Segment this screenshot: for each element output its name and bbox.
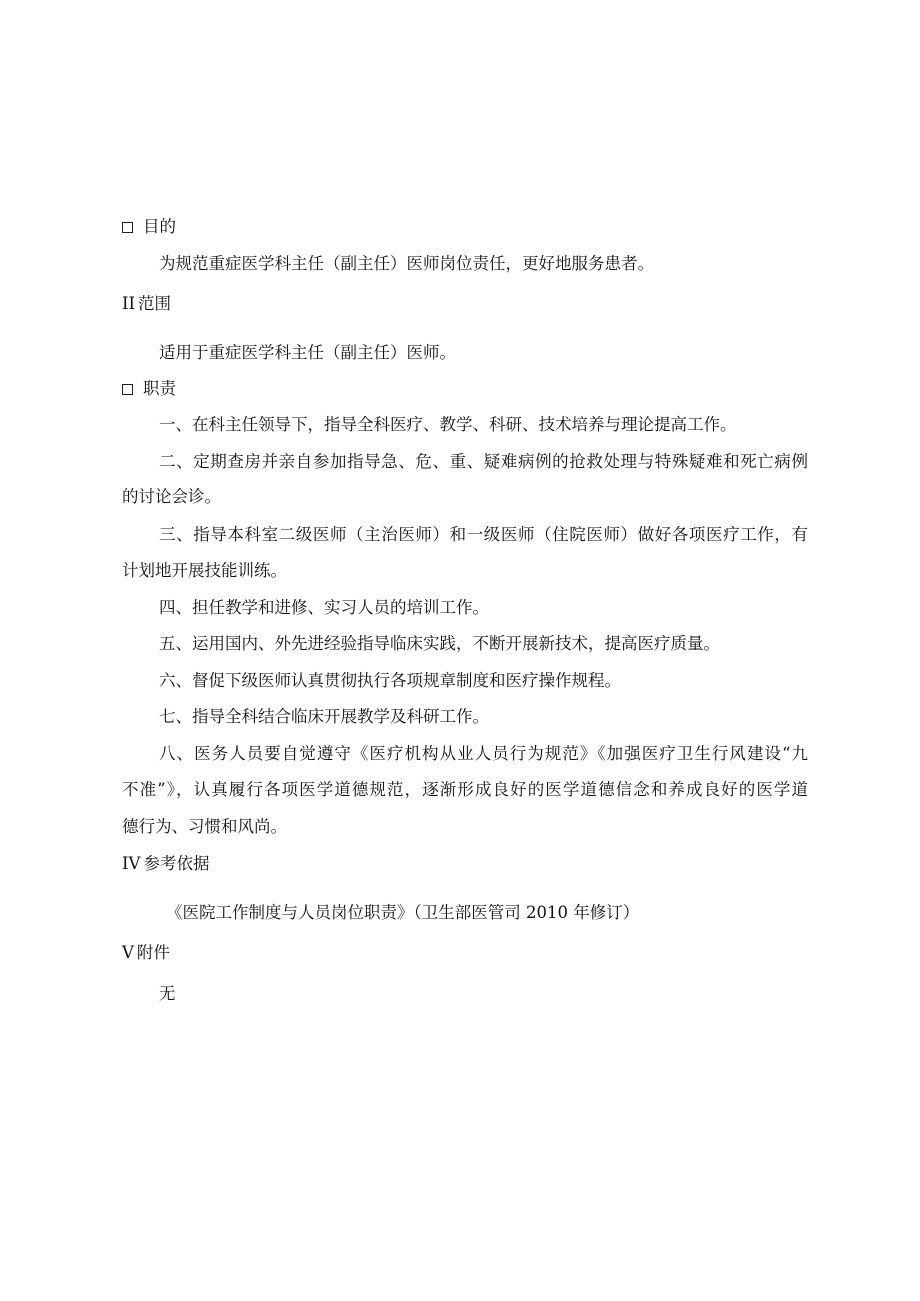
duty-item-7: 七、指导全科结合临床开展教学及科研工作。 (159, 707, 489, 726)
paragraph-scope: 适用于重症医学科主任（副主任）医师。 (159, 343, 456, 362)
section-heading-purpose (122, 217, 176, 237)
duty-item-3-line-2: 计划地开展技能训练。 (122, 561, 287, 580)
checkbox-square-icon (122, 384, 133, 395)
section-marker: V (122, 943, 134, 962)
checkbox-square-icon (122, 222, 133, 233)
section-marker: II (122, 294, 136, 313)
duty-item-8-line-3: 德行为、习惯和风尚。 (122, 817, 287, 836)
section-heading-scope (122, 294, 171, 314)
paragraph-purpose: 为规范重症医学科主任（副主任）医师岗位责任，更好地服务患者。 (159, 254, 654, 273)
section-marker: IV (122, 854, 141, 873)
duty-item-8-line-1: 八、医务人员要自觉遵守《医疗机构从业人员行为规范》《加强医疗卫生行风建设“九 (159, 744, 808, 763)
paragraph-attachments: 无 (159, 984, 176, 1003)
duty-item-5: 五、运用国内、外先进经验指导临床实践，不断开展新技术，提高医疗质量。 (159, 634, 720, 653)
duty-item-2-line-1: 二、定期查房并亲自参加指导急、危、重、疑难病例的抢救处理与特殊疑难和死亡病例 (159, 452, 808, 471)
duty-item-8-line-2: 不准”》，认真履行各项医学道德规范，逐渐形成良好的医学道德信念和养成良好的医学道 (122, 780, 808, 799)
section-title: 参考依据 (143, 854, 210, 873)
duty-item-3-line-1: 三、指导本科室二级医师（主治医师）和一级医师（住院医师）做好各项医疗工作，有 (159, 525, 808, 544)
duty-item-4: 四、担任教学和进修、实习人员的培训工作。 (159, 598, 489, 617)
section-heading-references (122, 854, 209, 874)
section-heading-attachments (122, 943, 170, 963)
section-heading-duties (122, 379, 176, 399)
duty-item-6: 六、督促下级医师认真贯彻执行各项规章制度和医疗操作规程。 (159, 671, 621, 690)
section-title: 范围 (138, 294, 172, 313)
section-title: 目的 (143, 217, 176, 236)
duty-item-1: 一、在科主任领导下，指导全科医疗、教学、科研、技术培养与理论提高工作。 (159, 415, 737, 434)
section-title: 职责 (143, 379, 176, 398)
duty-item-2-line-2: 的讨论会诊。 (122, 487, 221, 506)
paragraph-references: 《医院工作制度与人员岗位职责》（卫生部医管司 2010 年修订） (166, 903, 640, 922)
section-title: 附件 (136, 943, 170, 962)
